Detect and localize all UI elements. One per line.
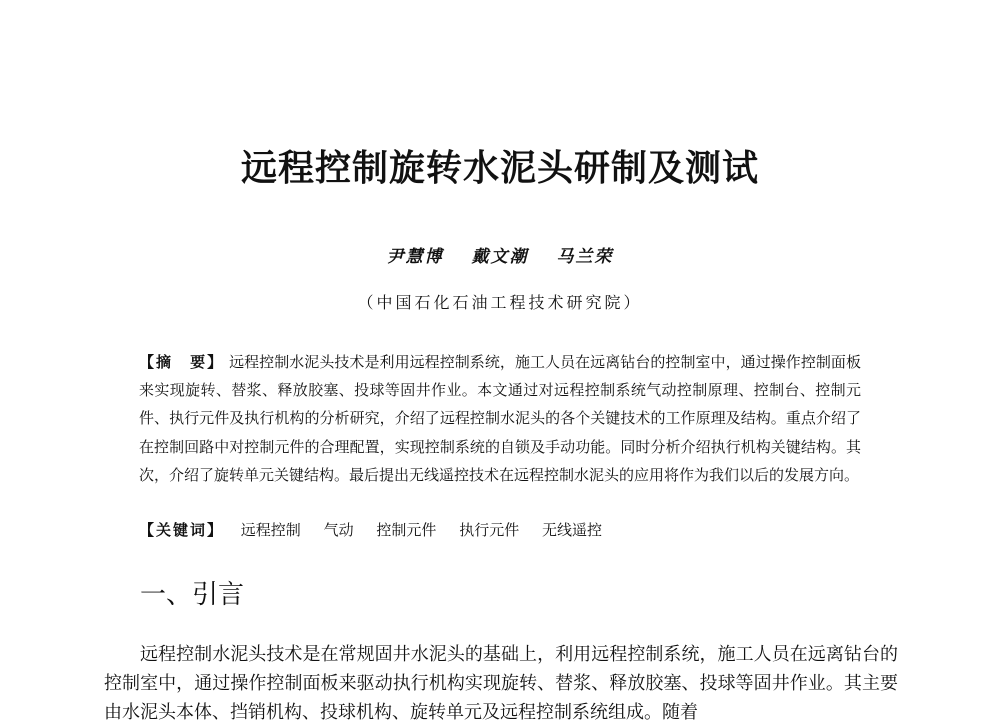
- abstract-block: [139, 348, 861, 489]
- affiliation: （中国石化石油工程技术研究院）: [357, 293, 643, 312]
- keyword: 气动: [323, 521, 354, 539]
- keywords-block: [139, 518, 861, 542]
- keyword: 控制元件: [376, 521, 437, 539]
- author-list: [0, 242, 1000, 267]
- abstract-text: 远程控制水泥头技术是利用远程控制系统，施工人员在远离钻台的控制室中，通过操作控制面板来实现旋转、替浆、释放胶塞、投球等固井作业。本文通过对远程控制系统气动控制原理、控制台、控制元件、执行元件及执行机构的分析研究，介绍了远程控制水泥头的各个关键技术的工作原理及结构。重点介绍了在控制回路中对控制元件的合理配置，实现控制系统的自锁及手动功能。同时分析介绍执行机构关键结构。其次，介绍了旋转单元关键结构。最后提出无线遥控技术在远程控制水泥头的应用将作为我们以后的发展方向。: [139, 353, 861, 484]
- body-paragraph: 远程控制水泥头技术是在常规固井水泥头的基础上，利用远程控制系统，施工人员在远离钻台的控制室中，通过操作控制面板来驱动执行机构实现旋转、替浆、释放胶塞、投球等固井作业。其主要由水泥头本体、挡销机构、投球机构、旋转单元及远程控制系统组成。随着: [104, 644, 898, 723]
- abstract-label: 【摘 要】: [139, 353, 225, 371]
- author-name: 马兰荣: [556, 247, 614, 267]
- paper-title: 远程控制旋转水泥头研制及测试: [240, 148, 759, 189]
- keyword: 执行元件: [459, 521, 520, 539]
- keyword: 无线遥控: [541, 521, 602, 539]
- keywords-label: 【关键词】: [139, 521, 225, 539]
- keyword: 远程控制: [240, 521, 301, 539]
- author-name: 尹慧博: [386, 247, 444, 267]
- section-heading: 一、引言: [140, 580, 245, 610]
- author-name: 戴文潮: [471, 247, 529, 267]
